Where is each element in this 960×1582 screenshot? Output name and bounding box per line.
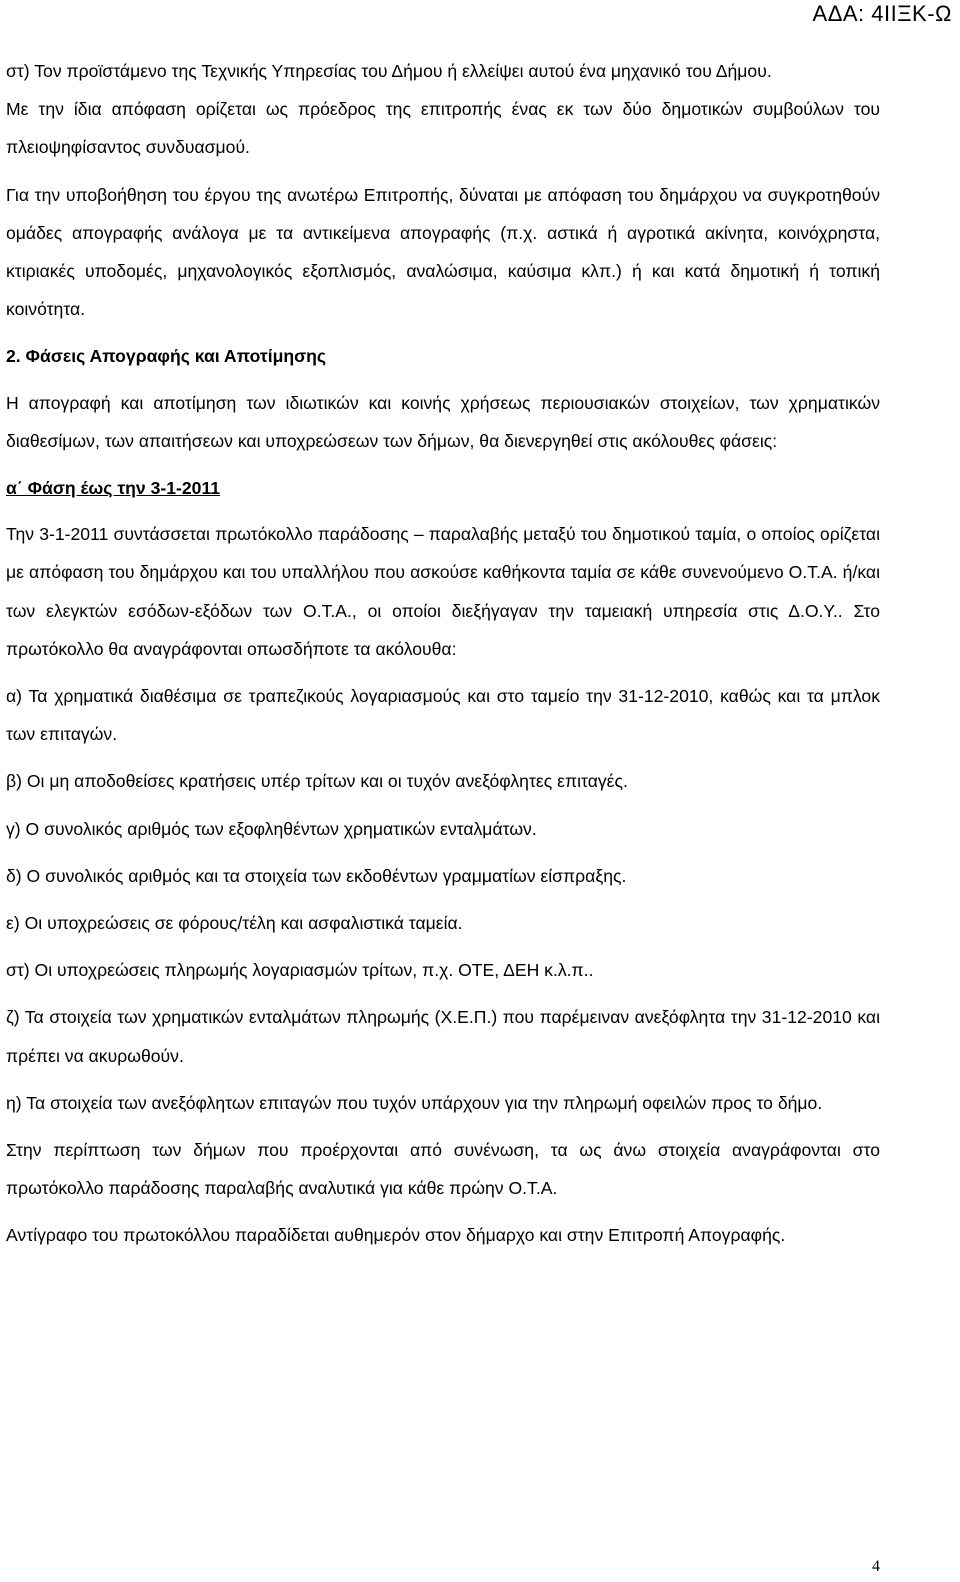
section-heading-phases: 2. Φάσεις Απογραφής και Αποτίμησης [6,346,327,367]
paragraph-inventory-teams: Για την υποβοήθηση του έργου της ανωτέρω Επιτροπής, δύναται με απόφαση του δημάρχου να συγκροτηθούν ομάδες απογραφής ανάλογα με τα αντικείμενα απογραφής (π.χ. αστικά ή αγροτικά ακίνητα, κοινόχρηστα, κτιριακές υποδομές, μηχανολογικός εξοπλισμός, αναλώσιμα, καύσιμα κλπ.) ή και κατά δημοτική ή τοπική κοινότητα. [6,184,880,320]
list-item-b: β) Οι μη αποδοθείσες κρατήσεις υπέρ τρίτων και οι τυχόν ανεξόφλητες επιταγές. [6,771,628,792]
list-item-c: γ) Ο συνολικός αριθμός των εξοφληθέντων χρηματικών ενταλμάτων. [6,818,537,839]
list-item-st: στ) Οι υποχρεώσεις πληρωμής λογαριασμών τρίτων, π.χ. ΟΤΕ, ΔΕΗ κ.λ.π.. [6,960,594,981]
list-item-z: ζ) Τα στοιχεία των χρηματικών ενταλμάτων πληρωμής (Χ.Ε.Π.) που παρέμειναν ανεξόφλητα την 31-12-2010 και πρέπει να ακυρωθούν. [6,1007,880,1066]
list-item-h: η) Τα στοιχεία των ανεξόφλητων επιταγών που τυχόν υπάρχουν για την πληρωμή οφειλών προς το δήμο. [6,1092,823,1113]
list-item-d: δ) Ο συνολικός αριθμός και τα στοιχεία των εκδοθέντων γραμματίων είσπραξης. [6,865,627,886]
paragraph-phases-intro: Η απογραφή και αποτίμηση των ιδιωτικών και κοινής χρήσεως περιουσιακών στοιχείων, των χρηματικών διαθεσίμων, των απαιτήσεων και υποχρεώσεων των δήμων, θα διενεργηθεί στις ακόλουθες φάσεις: [6,392,880,451]
phase-a-heading: α΄ Φάση έως την 3-1-2011 [6,478,221,499]
paragraph-committee-chair: Με την ίδια απόφαση ορίζεται ως πρόεδρος της επιτροπής ένας εκ των δύο δημοτικών συμβούλων του πλειοψηφίσαντος συνδυασμού. [6,99,880,158]
document-ada-code: ΑΔΑ: 4ΙΙΞΚ-Ω [812,1,952,26]
document-body [6,52,880,1264]
page-number: 4 [872,1558,880,1575]
list-item-e: ε) Οι υποχρεώσεις σε φόρους/τέλη και ασφαλιστικά ταμεία. [6,913,463,934]
paragraph-protocol-copy: Αντίγραφο του πρωτοκόλλου παραδίδεται αυθημερόν στον δήμαρχο και στην Επιτροπή Απογραφής. [6,1225,786,1246]
paragraph-merged-municipalities: Στην περίπτωση των δήμων που προέρχονται από συνένωση, τα ως άνω στοιχεία αναγράφονται στο πρωτόκολλο παράδοσης παραλαβής αναλυτικά για κάθε πρώην Ο.Τ.Α. [6,1140,880,1199]
paragraph-handover-protocol: Την 3-1-2011 συντάσσεται πρωτόκολλο παράδοσης – παραλαβής μεταξύ του δημοτικού ταμία, ο οποίος ορίζεται με απόφαση του δημάρχου και του υπαλλήλου που ασκούσε καθήκοντα ταμία σε κάθε συνενούμενο Ο.Τ.Α. ή/και των ελεγκτών εσόδων-εξόδων των Ο.Τ.Α., οι οποίοι διεξήγαγαν την ταμειακή υπηρεσία στις Δ.Ο.Υ.. Στο πρωτόκολλο θα αναγράφονται οπωσδήποτε τα ακόλουθα: [6,524,880,659]
paragraph-st-technical-service: στ) Τον προϊστάμενο της Τεχνικής Υπηρεσίας του Δήμου ή ελλείψει αυτού ένα μηχανικό του Δήμου. [6,61,772,81]
list-item-a: α) Τα χρηματικά διαθέσιμα σε τραπεζικούς λογαριασμούς και στο ταμείο την 31-12-2010, καθώς και τα μπλοκ των επιταγών. [6,686,880,745]
